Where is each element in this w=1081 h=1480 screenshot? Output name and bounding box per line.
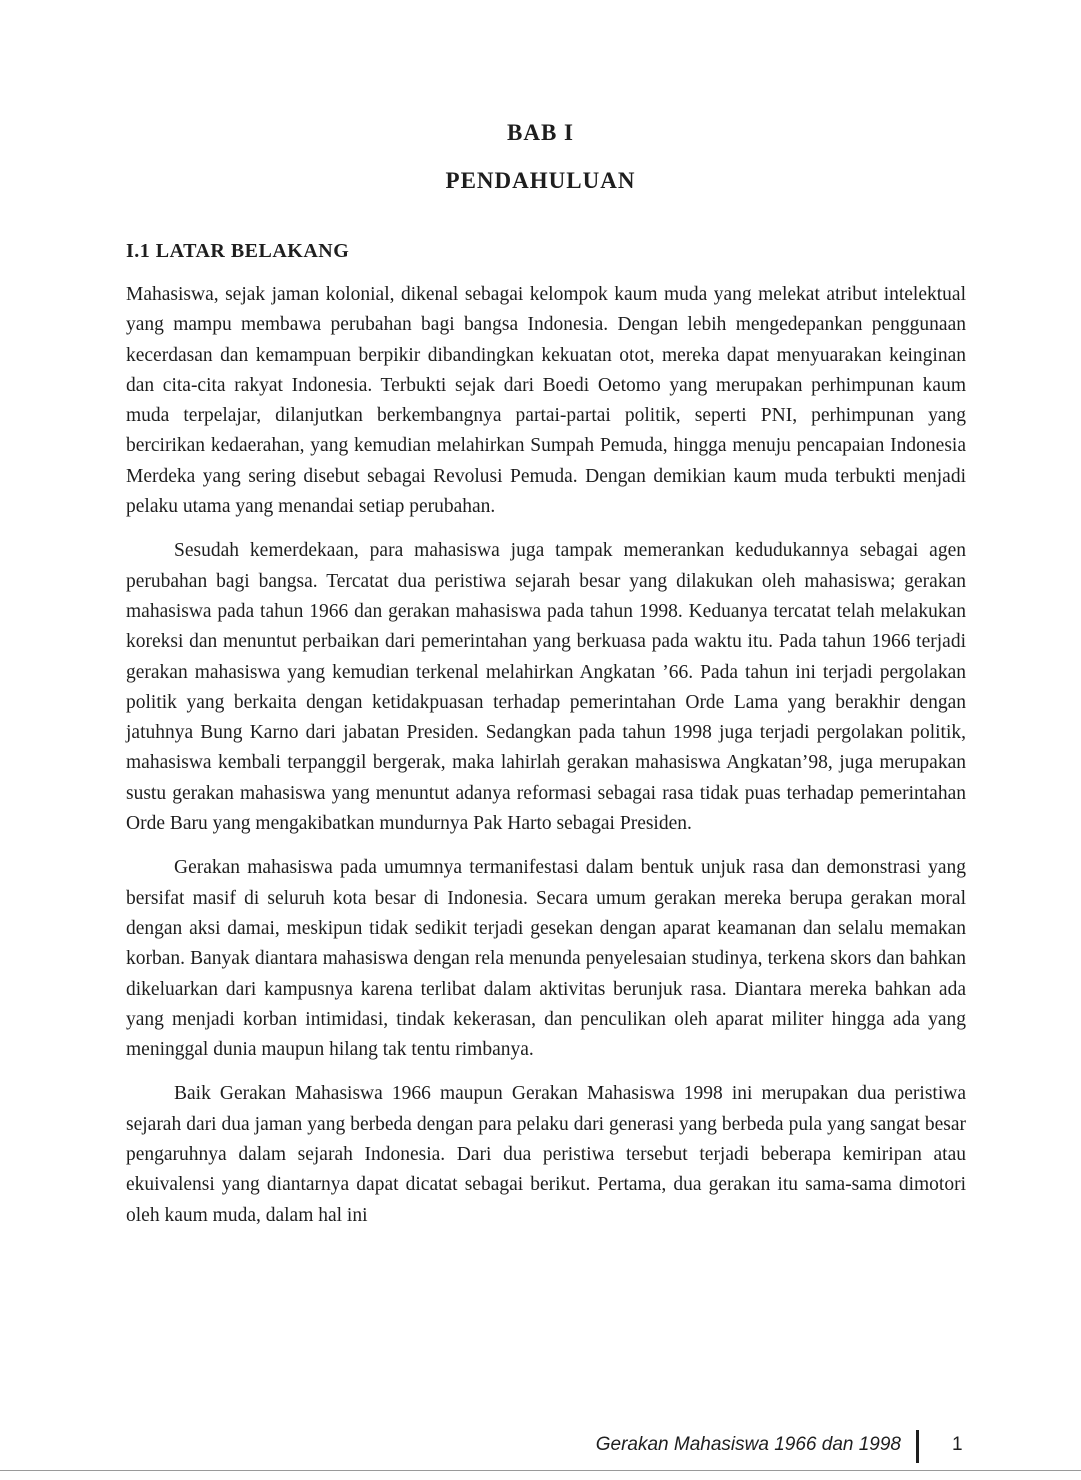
paragraph-3: Gerakan mahasiswa pada umumnya termanifestasi dalam bentuk unjuk rasa dan demonstrasi yang bersifat masif di seluruh kota besar di Indonesia. Secara umum gerakan mereka berupa gerakan moral dengan aksi damai, meskipun tidak sedikit terjadi gesekan dengan aparat keamanan dan selalu memakan korban. Banyak diantara mahasiswa dengan rela menunda penyelesaian studinya, terkena skors dan bahkan dikeluarkan dari kampusnya karena terlibat dalam aktivitas berunjuk rasa. Diantara mereka bahkan ada yang menjadi korban intimidasi, tindak kekerasan, dan penculikan oleh aparat militer hingga ada yang meninggal dunia maupun hilang tak tentu rimbanya. (126, 857, 966, 1061)
section-heading: I.1 LATAR BELAKANG (126, 240, 350, 262)
paragraph-2: Sesudah kemerdekaan, para mahasiswa juga tampak memerankan kedudukannya sebagai agen perubahan bagi bangsa. Tercatat dua peristiwa sejarah besar yang dilakukan oleh mahasiswa; gerakan mahasiswa pada tahun 1966 dan gerakan mahasiswa pada tahun 1998. Keduanya tercatat telah melakukan koreksi dan menuntut perbaikan dari pemerintahan yang berkuasa pada waktu itu. Pada tahun 1966 terjadi gerakan mahasiswa yang kemudian terkenal melahirkan Angkatan ’66. Pada tahun ini terjadi pergolakan politik yang berkaita dengan ketidakpuasan terhadap pemerintahan Orde Lama yang berakhir dengan jatuhnya Bung Karno dari jabatan Presiden. Sedangkan pada tahun 1998 juga terjadi pergolakan politik, mahasiswa kembali terpanggil bergerak, maka lahirlah gerakan mahasiswa Angkatan’98, juga merupakan sustu gerakan mahasiswa yang menuntut adanya reformasi sebagai rasa tidak puas terhadap pemerintahan Orde Baru yang mengakibatkan mundurnya Pak Harto sebagai Presiden. (126, 540, 966, 835)
paragraph-1: Mahasiswa, sejak jaman kolonial, dikenal sebagai kelompok kaum muda yang melekat atribut intelektual yang mampu membawa perubahan bagi bangsa Indonesia. Dengan lebih mengedepankan penggunaan kecerdasan dan kemampuan berpikir dibandingkan kekuatan otot, mereka dapat menyuarakan keinginan dan cita-cita rakyat Indonesia. Terbukti sejak dari Boedi Oetomo yang merupakan perhimpunan kaum muda terpelajar, dilanjutkan berkembangnya partai-partai politik, seperti PNI, perhimpunan yang bercirikan kedaerahan, yang kemudian melahirkan Sumpah Pemuda, hingga menuju pencapaian Indonesia Merdeka yang sering disebut sebagai Revolusi Pemuda. Dengan demikian kaum muda terbukti menjadi pelaku utama yang menandai setiap perubahan. (126, 284, 966, 518)
paragraph-4: Baik Gerakan Mahasiswa 1966 maupun Gerakan Mahasiswa 1998 ini merupakan dua peristiwa sejarah dari dua jaman yang berbeda dengan para pelaku dari generasi yang berbeda pula yang sangat besar pengaruhnya dalam sejarah Indonesia. Dari dua peristiwa tersebut terjadi beberapa kemiripan atau ekuivalensi yang diantarnya dapat dicatat sebagai berikut. Pertama, dua gerakan itu sama-sama dimotori oleh kaum muda, dalam hal ini (126, 1083, 966, 1226)
chapter-number: BAB I (507, 120, 574, 145)
chapter-title: PENDAHULUAN (445, 168, 636, 193)
footer-divider (916, 1430, 919, 1463)
body-text (126, 280, 966, 1245)
page-number: 1 (952, 1434, 963, 1455)
bottom-rule (0, 1470, 1081, 1471)
footer-book-title: Gerakan Mahasiswa 1966 dan 1998 (595, 1434, 901, 1455)
